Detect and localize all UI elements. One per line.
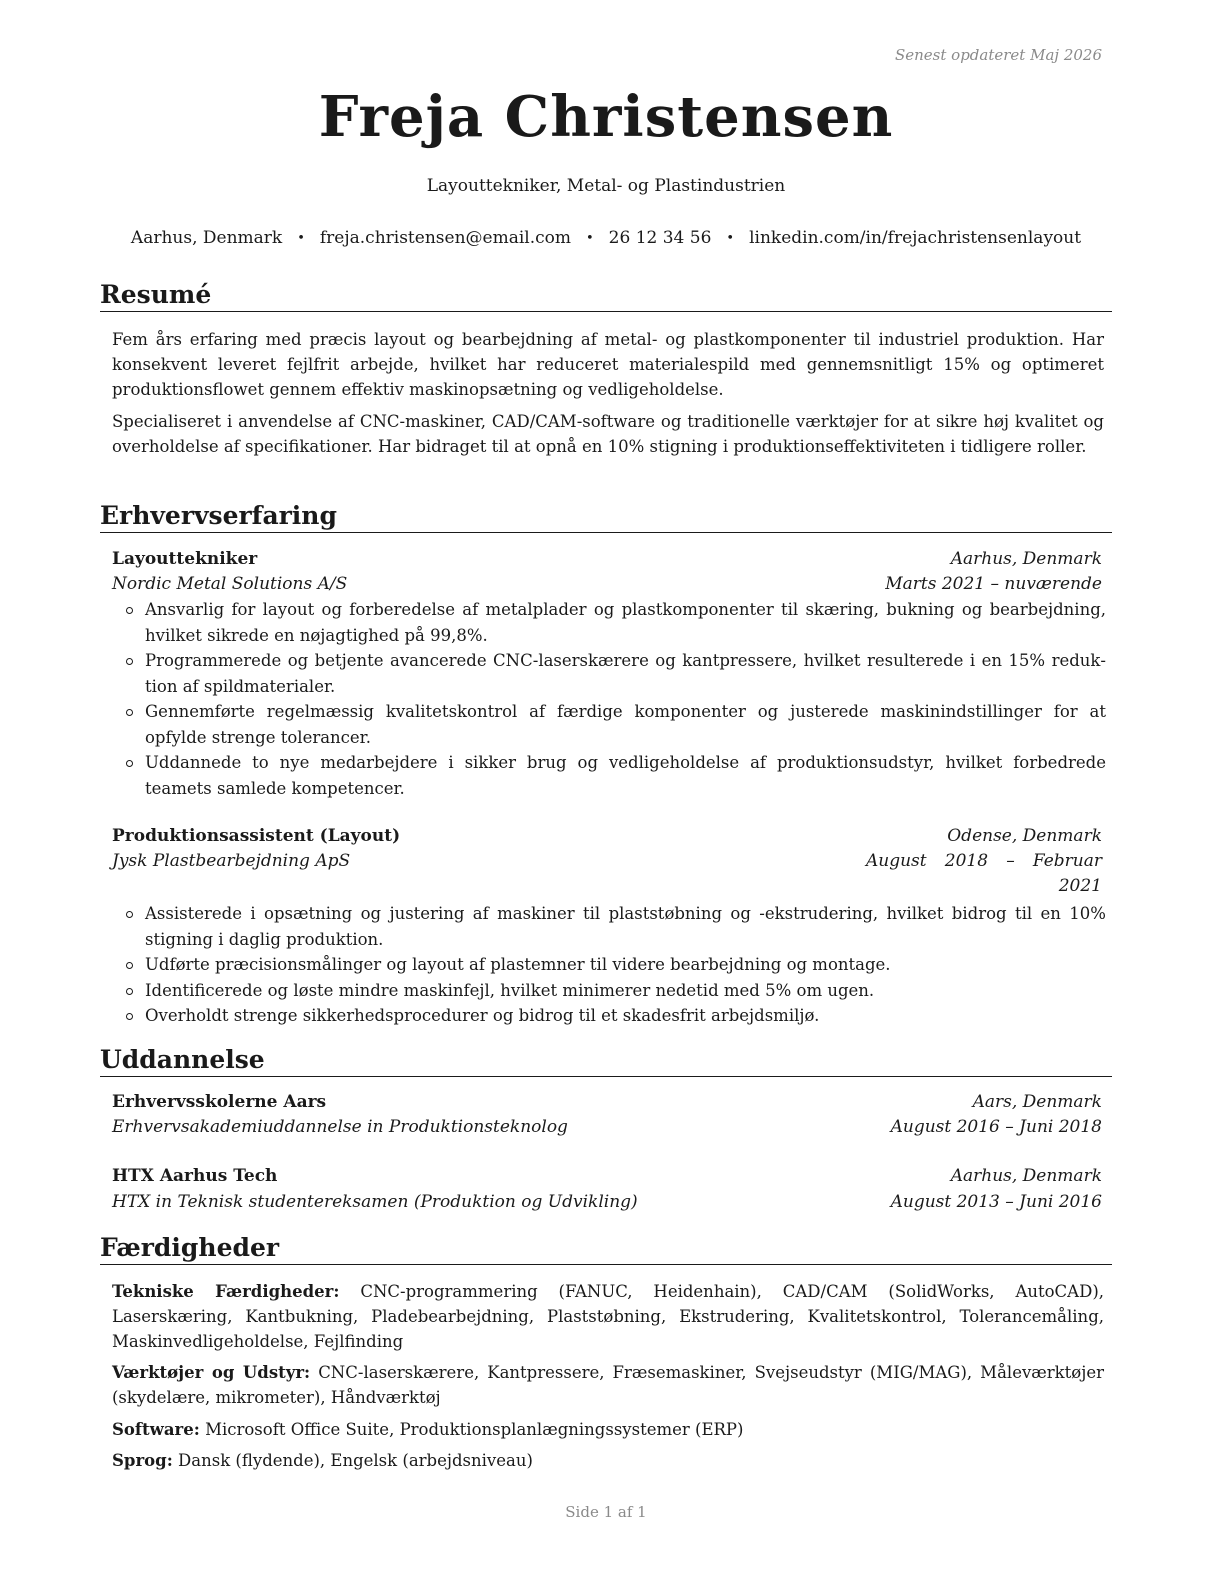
list-item: Assisterede i opsætning og justering af maskiner til plaststøbning og -ekstrudering, hvilket bidrog til en 10% stigning i daglig produktion. bbox=[112, 901, 1106, 952]
contact-separator: • bbox=[726, 231, 735, 246]
education-school: HTX Aarhus Tech bbox=[112, 1166, 278, 1186]
job-header bbox=[112, 824, 1102, 849]
job-bullets bbox=[112, 597, 1106, 801]
list-item: Uddannede to nye medarbejdere i sikker brug og vedligeholdelse af produktionsudstyr, hvilket forbedrede teamets samlede kompetencer. bbox=[112, 750, 1106, 801]
education-subheader bbox=[112, 1190, 1102, 1215]
contact-line bbox=[100, 228, 1112, 248]
job-bullets bbox=[112, 901, 1106, 1029]
skill-group bbox=[112, 1360, 1104, 1410]
education-degree: Erhvervsakademiuddannelse in Produktionsteknolog bbox=[112, 1117, 568, 1137]
job-company: Nordic Metal Solutions A/S bbox=[112, 574, 348, 594]
candidate-name: Freja Christensen bbox=[318, 84, 894, 150]
education-dates: August 2013 – Juni 2016 bbox=[890, 1192, 1102, 1212]
job-header bbox=[112, 547, 1102, 572]
skill-group-label: Tekniske Færdigheder: bbox=[112, 1282, 340, 1301]
resume-page bbox=[100, 0, 1112, 1584]
list-item: Identificerede og løste mindre maskinfejl, hvilket minimerer nedetid med 5% om ugen. bbox=[112, 978, 1106, 1004]
job-subheader bbox=[112, 572, 1102, 597]
skill-group-label: Sprog: bbox=[112, 1451, 173, 1470]
job-subtitle: Layouttekniker, Metal- og Plastindustrien bbox=[426, 176, 786, 196]
job-location: Odense, Denmark bbox=[947, 826, 1102, 846]
section-heading-skills: Færdigheder bbox=[100, 1233, 1112, 1265]
list-item: Gennemførte regelmæssig kvalitetskontrol af færdige komponenter og justerede maskinindstillinger for at opfylde strenge tolerancer. bbox=[112, 699, 1106, 750]
skill-group-label: Værktøjer og Udstyr: bbox=[112, 1363, 311, 1382]
section-heading-education: Uddannelse bbox=[100, 1045, 1112, 1077]
job-title: Produktionsassistent (Layout) bbox=[112, 826, 401, 846]
skill-group-text: Microsoft Office Suite, Produktionsplanlægningssystemer (ERP) bbox=[205, 1420, 744, 1439]
job-title: Layouttekniker bbox=[112, 549, 258, 569]
skill-group-label: Software: bbox=[112, 1420, 200, 1439]
job-location: Aarhus, Denmark bbox=[950, 549, 1102, 569]
education-header bbox=[112, 1090, 1102, 1115]
contact-separator: • bbox=[297, 231, 305, 246]
education-location: Aars, Denmark bbox=[972, 1092, 1102, 1112]
list-item: Ansvarlig for layout og forberedelse af metalplader og plastkomponenter til skæring, bukning og bearbejdning, hvilket sikrede en nøjagtighed på 99,8%. bbox=[112, 597, 1106, 648]
page-number: Side 1 af 1 bbox=[565, 1503, 647, 1521]
contact-separator: • bbox=[585, 231, 594, 246]
education-school: Erhvervsskolerne Aars bbox=[112, 1092, 327, 1112]
section-heading-summary: Resumé bbox=[100, 280, 1112, 312]
education-subheader bbox=[112, 1115, 1102, 1140]
job-dates: August 2018 – Februar 2021 bbox=[866, 851, 1102, 896]
list-item: Programmerede og betjente avancerede CNC-laserskærere og kantpressere, hvilket resulterede i en 15% reduktion af spildmaterialer. bbox=[112, 648, 1106, 699]
skill-group bbox=[112, 1417, 1104, 1442]
contact-phone: 26 12 34 56 bbox=[608, 228, 712, 248]
summary-paragraph: Fem års erfaring med præcis layout og bearbejdning af metal- og plastkomponenter til industriel produktion. Har konsekvent leveret fejlfrit arbejde, hvilket har reduceret materialespild med gennemsnitligt 15% og optimeret produktionsflowet gennem effektiv maskinopsætning og vedligeholdelse. bbox=[112, 330, 1104, 399]
skill-group bbox=[112, 1279, 1104, 1354]
education-header bbox=[112, 1164, 1102, 1189]
job-subheader bbox=[112, 849, 1102, 896]
education-degree: HTX in Teknisk studentereksamen (Produktion og Udvikling) bbox=[112, 1192, 638, 1212]
section-heading-experience: Erhvervserfaring bbox=[100, 501, 1112, 533]
job-company: Jysk Plastbearbejdning ApS bbox=[112, 851, 351, 871]
list-item: Overholdt strenge sikkerhedsprocedurer og bidrog til et skadesfrit arbejdsmiljø. bbox=[112, 1003, 1106, 1029]
education-dates: August 2016 – Juni 2018 bbox=[890, 1117, 1102, 1137]
skill-group bbox=[112, 1448, 1104, 1473]
contact-email-link[interactable]: freja.christensen@email.com bbox=[319, 228, 571, 248]
education-location: Aarhus, Denmark bbox=[950, 1166, 1102, 1186]
skill-group-text: Dansk (flydende), Engelsk (arbejdsniveau) bbox=[178, 1451, 533, 1470]
summary-paragraph: Specialiseret i anvendelse af CNC-maskiner, CAD/CAM-software og traditionelle værktøjer for at sikre høj kvalitet og overholdelse af specifikationer. Har bidraget til at opnå en 10% stigning i produktionseffektiviteten i tidligere roller. bbox=[112, 412, 1104, 456]
contact-linkedin-link[interactable]: linkedin.com/in/frejachristensenlayout bbox=[749, 228, 1082, 248]
job-dates: Marts 2021 – nuværende bbox=[885, 574, 1102, 594]
list-item: Udførte præcisionsmålinger og layout af plastemner til videre bearbejdning og montage. bbox=[112, 952, 1106, 978]
contact-location: Aarhus, Denmark bbox=[130, 228, 283, 248]
skill-group-text: CNC-programmering (FANUC, Heidenhain), CAD/CAM (SolidWorks, AutoCAD), Laserskæring, Kantbukning, Pladebearbejdning, Plaststøbning, Ekstrudering, Kvalitetskontrol, Tolerancemåling, Maskinvedligeholdelse, Fejlfinding bbox=[112, 1282, 1104, 1351]
skill-group-text: CNC-laserskærere, Kantpressere, Fræsemaskiner, Svejseudstyr (MIG/MAG), Måleværktøjer (skydelære, mikrometer), Håndværktøj bbox=[112, 1363, 1105, 1407]
last-updated: Senest opdateret Maj 2026 bbox=[894, 46, 1102, 64]
